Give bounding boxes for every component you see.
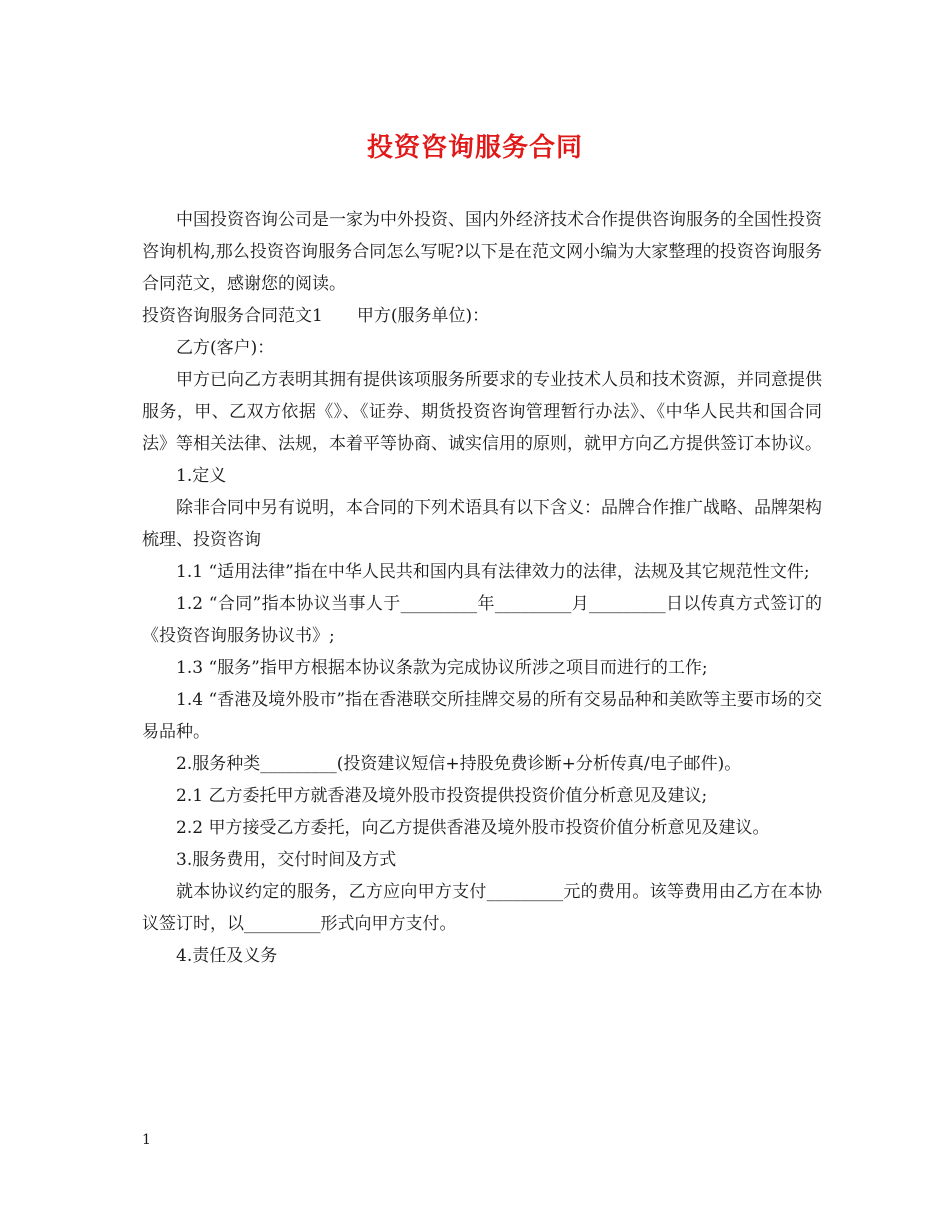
clause-2-2: 2.2 甲方接受乙方委托，向乙方提供香港及境外股市投资价值分析意见及建议。	[176, 818, 770, 838]
clause-1-1: 1.1 “适用法律”指在中华人民共和国内具有法律效力的法律，法规及其它规范性文件;	[176, 562, 810, 582]
paragraph-party-b: 乙方(客户)：	[176, 338, 275, 358]
clause-2-1: 2.1 乙方委托甲方就香港及境外股市投资提供投资价值分析意见及建议;	[176, 786, 708, 806]
clause-1-2: 1.2 “合同”指本协议当事人于_________年_________月_________日以传真方式签订的《投资咨询服务协议书》;	[142, 594, 822, 646]
document-body	[142, 204, 822, 972]
document-title: 投资咨询服务合同	[366, 133, 583, 163]
paragraph-definitions-intro: 除非合同中另有说明，本合同的下列术语具有以下含义：品牌合作推广战略、品牌架构梳理、投资咨询	[142, 498, 822, 550]
section-heading-fees: 3.服务费用，交付时间及方式	[176, 850, 397, 870]
section-heading-service-types: 2.服务种类_________(投资建议短信+持股免费诊断+分析传真/电子邮件)。	[176, 754, 742, 774]
paragraph-intro: 中国投资咨询公司是一家为中外投资、国内外经济技术合作提供咨询服务的全国性投资咨询机构,那么投资咨询服务合同怎么写呢?以下是在范文网小编为大家整理的投资咨询服务合同范文，感谢您的阅读。	[142, 210, 822, 294]
paragraph-preamble: 甲方已向乙方表明其拥有提供该项服务所要求的专业技术人员和技术资源，并同意提供服务，甲、乙双方依据《》、《证券、期货投资咨询管理暂行办法》、《中华人民共和国合同法》等相关法律、法规，本着平等协商、诚实信用的原则，就甲方向乙方提供签订本协议。	[142, 370, 822, 454]
paragraph-party-a: 投资咨询服务合同范文1 甲方(服务单位)：	[142, 306, 490, 326]
clause-1-4: 1.4 “香港及境外股市”指在香港联交所挂牌交易的所有交易品种和美欧等主要市场的交易品种。	[142, 690, 822, 742]
section-heading-responsibilities: 4.责任及义务	[176, 946, 278, 966]
page-number: 1	[142, 1132, 151, 1148]
section-heading-definitions: 1.定义	[176, 466, 227, 486]
clause-1-3: 1.3 “服务”指甲方根据本协议条款为完成协议所涉之项目而进行的工作;	[176, 658, 708, 678]
paragraph-fees: 就本协议约定的服务，乙方应向甲方支付_________元的费用。该等费用由乙方在本协议签订时，以_________形式向甲方支付。	[142, 882, 822, 934]
